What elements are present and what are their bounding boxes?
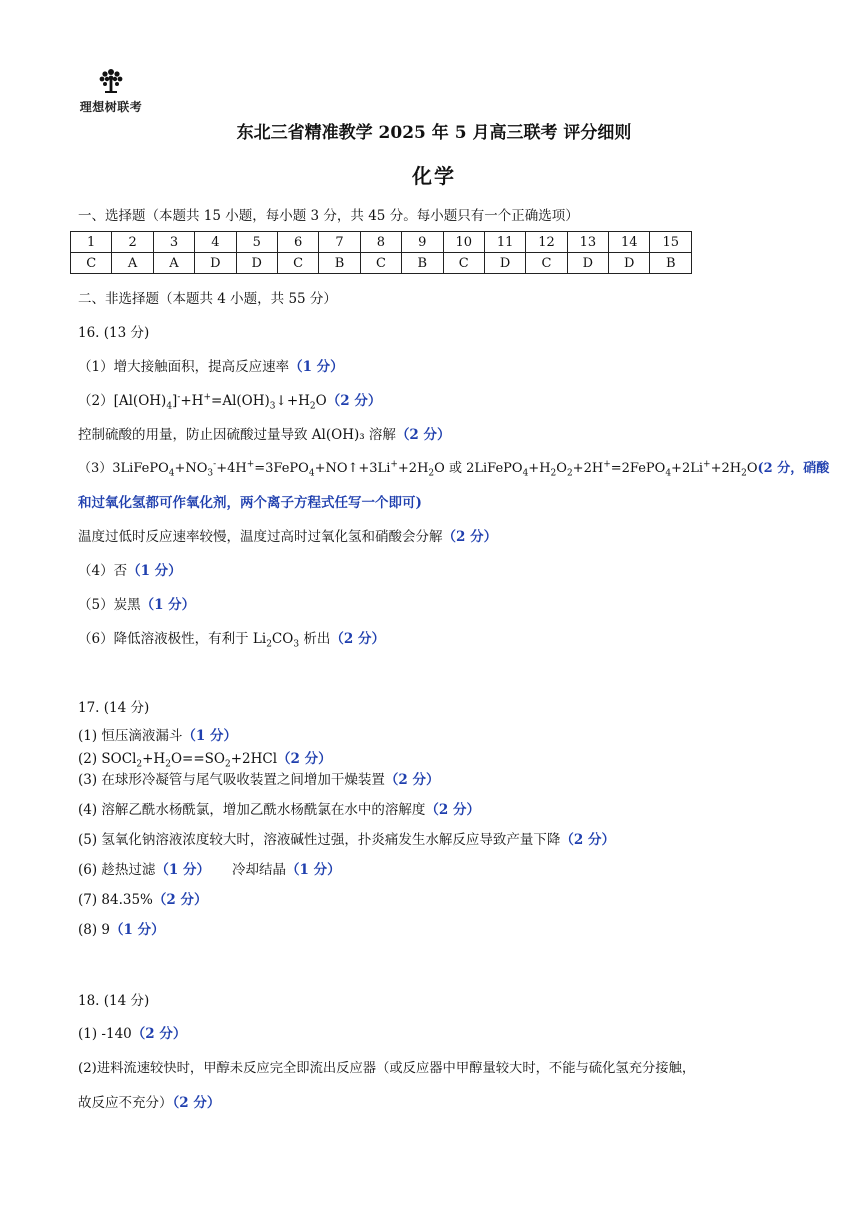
score-label: （1 分）: [140, 597, 196, 613]
ion-equation-2: $2LiFePO_4+H_2O_2+2H^+=2FePO_4+2Li^++2H_2O$: [466, 459, 758, 479]
score-label: （1 分）: [127, 563, 182, 579]
answer-cell: D: [567, 253, 608, 274]
score-label: （2 分）: [425, 802, 481, 818]
score-label: （2 分）: [384, 772, 440, 788]
answer-text: (8) 9: [78, 922, 111, 938]
q18-part1: [78, 1022, 186, 1042]
answer-cell: D: [484, 253, 525, 274]
answer-cell: B: [402, 253, 443, 274]
score-label: （2 分）: [330, 631, 385, 647]
q17-part6: [78, 858, 341, 878]
question-number: 13: [567, 232, 608, 253]
answer-text: (5) 氢氧化钠溶液浓度较大时，溶液碱性过强，扑炎痛发生水解反应导致产量下降: [78, 832, 561, 848]
answer-cell: B: [650, 253, 692, 274]
ion-equation-1: $3LiFePO_4+NO_3^-+4H^+=3FePO_4+NO↑+3Li^++2H_2O$: [112, 459, 445, 479]
answer-text: 故反应不充分）: [78, 1095, 173, 1111]
q17-part2: [78, 747, 332, 770]
question-number: 12: [526, 232, 567, 253]
q17-part7: [78, 888, 207, 908]
score-label: （1 分）: [289, 359, 344, 375]
score-label: （1 分）: [182, 728, 238, 744]
q18-part2-line1: (2)进料流速较快时，甲醇未反应完全即流出反应器（或反应器中甲醇量较大时，不能与硫化氢充分接触，: [78, 1061, 696, 1076]
answer-cell: D: [609, 253, 650, 274]
question-number: 5: [236, 232, 277, 253]
score-label: （2 分）: [395, 427, 451, 443]
answer-cell: D: [236, 253, 277, 274]
answer-text: （1）增大接触面积，提高反应速率: [78, 359, 290, 375]
answer-table-answer-row: [71, 253, 692, 274]
ion-equation: $[Al(OH)_4]^-+H^+=Al(OH)_3↓+H_2O$: [113, 392, 327, 412]
answer-cell: C: [443, 253, 484, 274]
part-label: (2): [78, 751, 102, 767]
answer-text: （4）否: [78, 563, 128, 579]
answer-text: (4) 溶解乙酰水杨酰氯，增加乙酰水杨酰氯在水中的溶解度: [78, 802, 426, 818]
answer-text: （5）炭黑: [78, 597, 141, 613]
score-label: (2 分，硝酸: [757, 461, 830, 476]
answer-text: (7) 84.35%: [78, 892, 153, 908]
score-label: （1 分）: [110, 922, 165, 938]
question-number: 8: [360, 232, 401, 253]
question-number: 2: [112, 232, 153, 253]
answer-text: 析出: [299, 631, 331, 647]
answer-text: 冷却结晶: [232, 862, 287, 878]
answer-cell: A: [153, 253, 194, 274]
question-number: 6: [277, 232, 318, 253]
q17-part3: [78, 768, 440, 788]
q16-header: 16. (13 分): [78, 325, 150, 341]
q16-part6: [78, 627, 385, 650]
or-text: 或: [444, 461, 467, 476]
chemical-equation: $SOCl_2+H_2O==SO_2+2HCl$: [101, 751, 278, 770]
question-number: 11: [484, 232, 525, 253]
answer-cell: C: [277, 253, 318, 274]
part-label: （3）: [78, 461, 113, 476]
subject-title: 化学: [412, 164, 456, 188]
score-label: （2 分）: [277, 751, 332, 767]
q17-header: 17. (14 分): [78, 700, 150, 716]
score-label: （2 分）: [152, 892, 208, 908]
answer-text: (6) 趁热过滤: [78, 862, 156, 878]
answer-cell: D: [195, 253, 236, 274]
answer-cell: C: [71, 253, 112, 274]
score-label: （2 分）: [442, 529, 498, 545]
section2-heading: 二、非选择题（本题共 4 小题，共 55 分）: [78, 291, 337, 307]
logo: [70, 66, 152, 115]
q16-part3: [78, 457, 830, 479]
answer-cell: B: [319, 253, 360, 274]
score-label: （2 分）: [326, 393, 382, 409]
question-number: 15: [650, 232, 692, 253]
answer-cell: C: [360, 253, 401, 274]
answer-text: 温度过低时反应速率较慢，温度过高时过氧化氢和硝酸会分解: [78, 529, 443, 545]
q18-header: 18. (14 分): [78, 993, 150, 1009]
q16-part4: [78, 559, 182, 579]
answer-text: （6）降低溶液极性，有利于: [78, 631, 253, 647]
formula-li2co3: $Li_2CO_3$: [252, 631, 300, 650]
answer-text: 控制硫酸的用量，防止因硫酸过量导致 Al(OH)₃ 溶解: [78, 427, 396, 443]
q17-part5: [78, 828, 615, 848]
question-number: 4: [195, 232, 236, 253]
score-label: （2 分）: [560, 832, 616, 848]
page-title: 东北三省精准教学 2025 年 5 月高三联考 评分细则: [236, 123, 632, 143]
score-label: （2 分）: [172, 1095, 221, 1111]
question-number: 7: [319, 232, 360, 253]
q16-part2: [78, 389, 382, 412]
answer-table: [70, 231, 692, 274]
q18-part2-line2: [78, 1091, 220, 1111]
answer-table-number-row: [71, 232, 692, 253]
answer-text: (1) -140: [78, 1026, 132, 1042]
score-label: （1 分）: [286, 862, 341, 878]
score-label: （1 分）: [155, 862, 211, 878]
q16-part3-note: 和过氧化氢都可作氧化剂，两个离子方程式任写一个即可): [78, 495, 422, 511]
q16-part5: [78, 593, 195, 613]
answer-text: (1) 恒压滴液漏斗: [78, 728, 183, 744]
question-number: 3: [153, 232, 194, 253]
answer-cell: C: [526, 253, 567, 274]
question-number: 9: [402, 232, 443, 253]
part-label: （2）: [78, 393, 114, 409]
q17-part4: [78, 798, 480, 818]
q17-part8: [78, 918, 165, 938]
question-number: 1: [71, 232, 112, 253]
tree-logo-icon: [96, 66, 126, 96]
logo-text: 理想树联考: [79, 100, 143, 114]
q17-part1: [78, 724, 237, 744]
q16-part2b: [78, 423, 451, 443]
question-number: 10: [443, 232, 484, 253]
answer-cell: A: [112, 253, 153, 274]
score-label: （2 分）: [131, 1026, 187, 1042]
q16-part3b: [78, 525, 497, 545]
section1-heading: 一、选择题（本题共 15 小题，每小题 3 分，共 45 分。每小题只有一个正确选项）: [78, 208, 579, 224]
question-number: 14: [609, 232, 650, 253]
answer-text: (3) 在球形冷凝管与尾气吸收装置之间增加干燥装置: [78, 772, 385, 788]
q16-part1: [78, 355, 344, 375]
